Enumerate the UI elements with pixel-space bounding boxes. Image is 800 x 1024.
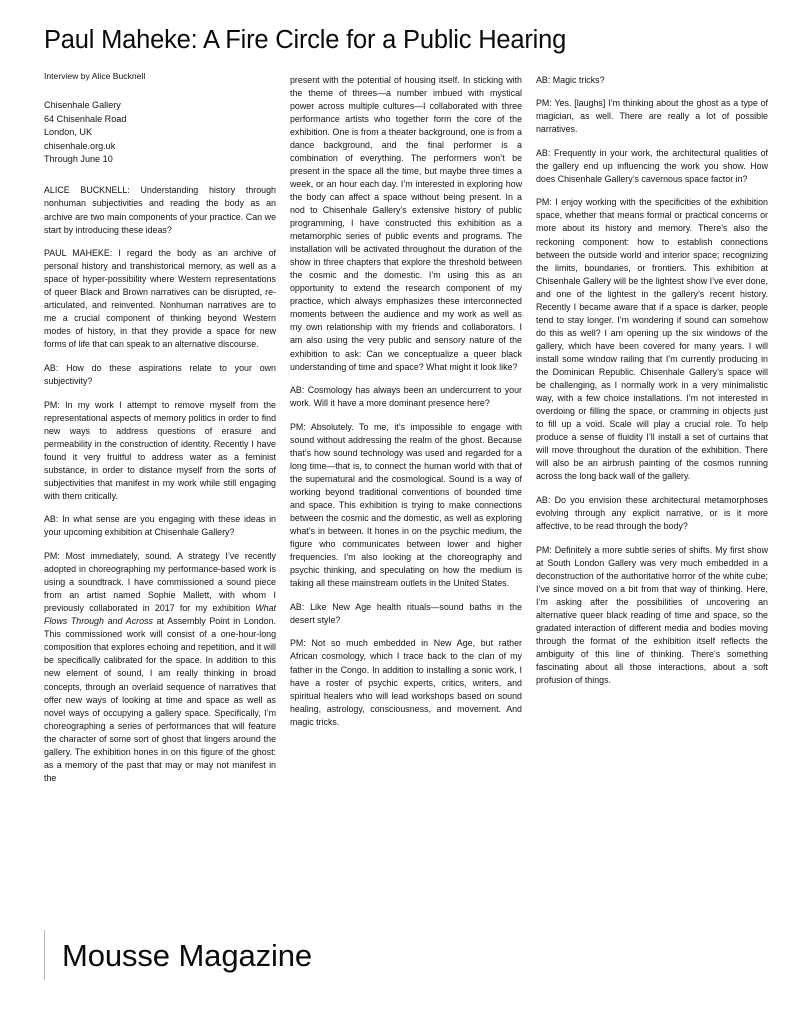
- paragraph: PAUL MAHEKE: I regard the body as an archive of personal history and transhistorical memory, as well as a space of hyper-possibility where Western representations of queer Black and Brown narratives can be disrupted, re-articulated, and reinvented. Nonhuman narratives are to me a crucial component of thinking beyond Western modes of history, in that they provide a space for new forms of life that can speak to an alternative discourse.: [44, 248, 276, 350]
- byline: Interview by Alice Bucknell: [44, 70, 146, 81]
- paragraph: ALICE BUCKNELL: Understanding history through nonhuman subjectivities and reading the body as an archive are two main components of your practice. Can we start by introducing these ideas?: [44, 185, 276, 235]
- venue-block: [44, 99, 276, 166]
- publication-wordmark: Mousse Magazine: [62, 937, 313, 973]
- column-right: [536, 71, 768, 688]
- venue-city: London, UK: [44, 127, 93, 138]
- paragraph: AB: Frequently in your work, the architectural qualities of the gallery end up influencing the work you show. How does Chisenhale Gallery’s cavernous space factor in?: [536, 147, 768, 184]
- paragraph: AB: How do these aspirations relate to your own subjectivity?: [44, 362, 276, 387]
- paragraph: AB: In what sense are you engaging with these ideas in your upcoming exhibition at Chisenhale Gallery?: [44, 514, 276, 538]
- column-middle: [290, 71, 522, 729]
- footer-divider: [44, 930, 45, 980]
- paragraph: PM: In my work I attempt to remove myself from the representational aspects of memory politics in order to find new ways to address questions of erasure and permeability in the construction of identity. Recently I have found it very fruitful to address water as a feminist substance, in order to distance myself from the sorts of subjectivities that manifest in my work while still engaging with them critically.: [44, 399, 276, 501]
- page-title: Paul Maheke: A Fire Circle for a Public Hearing: [44, 26, 567, 54]
- paragraph: PM: Yes. [laughs] I’m thinking about the ghost as a type of magician, as well. There are really a lot of possible narratives.: [536, 98, 768, 135]
- venue-name: Chisenhale Gallery: [44, 100, 121, 111]
- paragraph: present with the potential of housing itself. In sticking with the theme of threes—a number imbued with mystical power across multiple cultures—I collaborated with three performance artists who together form the core of the exhibition. One is from a theater background, one is from a dance background, and the final performer is a combination of everything. The performers won’t be present in the space all the time, but maybe three times a week, or an hour each day. I’m interested in exploring how the body can affect a space without being present. In a nod to Chisenhale Gallery’s extensive history of public programming, I have constructed this exhibition as a metamorphic series of public events and programs. The installation will be activated throughout the duration of the show in three chapters that explore the threshold between the cosmic and the domestic. I’m using this as an opportunity to extend the research component of my practice, which always emphasizes these interconnected moments between the audience and my work as well as my own relationship with my friends and collaborators. I am also using the very public and sensory nature of the exhibition to ask: Can we conceptualize a queer black understanding of time and space? What might it look like?: [290, 74, 522, 372]
- venue-dates: Through June 10: [44, 153, 113, 164]
- paragraph: AB: Cosmology has always been an undercurrent to your work. Will it have a more dominant presence here?: [290, 385, 522, 409]
- paragraph-text-before: PM: Most immediately, sound. A strategy I’ve recently adopted in choreographing my performance-based work is using a soundtrack. I have commissioned a sound piece from an artist named Sophie Mallett, with whom I previously collaborated in 2017 for my exhibition: [44, 551, 276, 614]
- paragraph-text-after: at Assembly Point in London. This commissioned work will consist of a one-hour-long composition that explores echoing and repetition, and it will be specifically calibrated for the space. In addition to this new element of sound, I am really thinking in broad concepts, through an overlaid sequence of narratives that offer new ways of looking at time and space as well as novel ways of occupying a gallery space. Specifically, I’m choreographing a series of performances that will feature the character of some sort of ghost that lingers around the gallery. The exhibition hones in on this figure of the ghost: as a memory of the past that may or may not manifest in the: [44, 616, 276, 783]
- paragraph-with-title: [44, 550, 276, 785]
- exhibition-title: What Flows Through and Across: [44, 603, 276, 627]
- paragraph: PM: Definitely a more subtle series of shifts. My first show at South London Gallery was very much embedded in a deconstruction of the authoritative horror of the white cube; I’ve since moved on a bit from that way of thinking. Here, I’m asking after the possibilities of uncovering an alternative queer black reading of time and space, so the gradated interaction of different media and bodies moving through the format of the exhibition itself reflects the ambiguity of this line of thinking. There’s something fascinating about all those interactions, about a soft profusion of things.: [536, 544, 768, 686]
- venue-street: 64 Chisenhale Road: [44, 113, 127, 124]
- paragraph: AB: Do you envision these architectural metamorphoses evolving through any explicit narrative, or is it more affective, to be read through the body?: [536, 494, 768, 531]
- paragraph: PM: Not so much embedded in New Age, but rather African cosmology, which I trace back to the clan of my father in the Congo. In addition to installing a sonic work, I have a roster of psychic experts, critics, writers, and spiritual healers who will lead workshops based on sound healing, astrology, consciousness, and movement. And magic tricks.: [290, 638, 522, 727]
- venue-website: chisenhale.org.uk: [44, 140, 116, 151]
- paragraph: PM: I enjoy working with the specificities of the exhibition space, whether that means formal or practical concerns or more about its history and memory. There’s also the reckoning component: how to establish connections between the outside world and interior space; recognizing the limits, boundaries, or frontiers. This exhibition at Chisenhale Gallery will be the lightest show I’ve ever done, and one of the lightest in the gallery’s recent history. Recently I became aware that if a space is darker, people tend to stay longer. I’m wondering if sound can somehow do this as well? I am opening up the six windows of the gallery, which have been covered for many years. I will install some window railing that I’m currently producing in the Dominican Republic. Chisenhale Gallery’s space will be challenging, as I normally work in a very minimalistic way, with a few choice installations. I’m not interested in overdoing or filling the space, or cramming in objects just to fill up a void. Scale will play a crucial role. To help produce a sense of fluidity I’ll install a set of curtains that will move throughout the duration of the exhibition. There will also be an airbrush painting of the cosmos running across the long back wall of the gallery.: [536, 197, 768, 482]
- paragraph: AB: Like New Age health rituals—sound baths in the desert style?: [290, 601, 522, 625]
- paragraph: PM: Absolutely. To me, it’s impossible to engage with sound without addressing the realm of the ghost. Because that’s how sound technology was used and regarded for a long time—that is, to connect the human world with that of the supernatural and the cosmological. Sound is a way of working beyond traditional conventions of bounded time and space. This exhibition is trying to make connections between the cosmic and the domestic, as well as exploring what’s in between. It hones in on the psychic medium, the figure who communicates between lower and higher frequencies. I’m also looking at the choreography and psychic thinking, and speculating on how the medium is taking all these mainstream outlets in the United States.: [290, 421, 522, 589]
- article-columns: [44, 70, 768, 785]
- footer: [44, 930, 312, 980]
- column-left: [44, 71, 276, 785]
- paragraph: AB: Magic tricks?: [536, 74, 605, 85]
